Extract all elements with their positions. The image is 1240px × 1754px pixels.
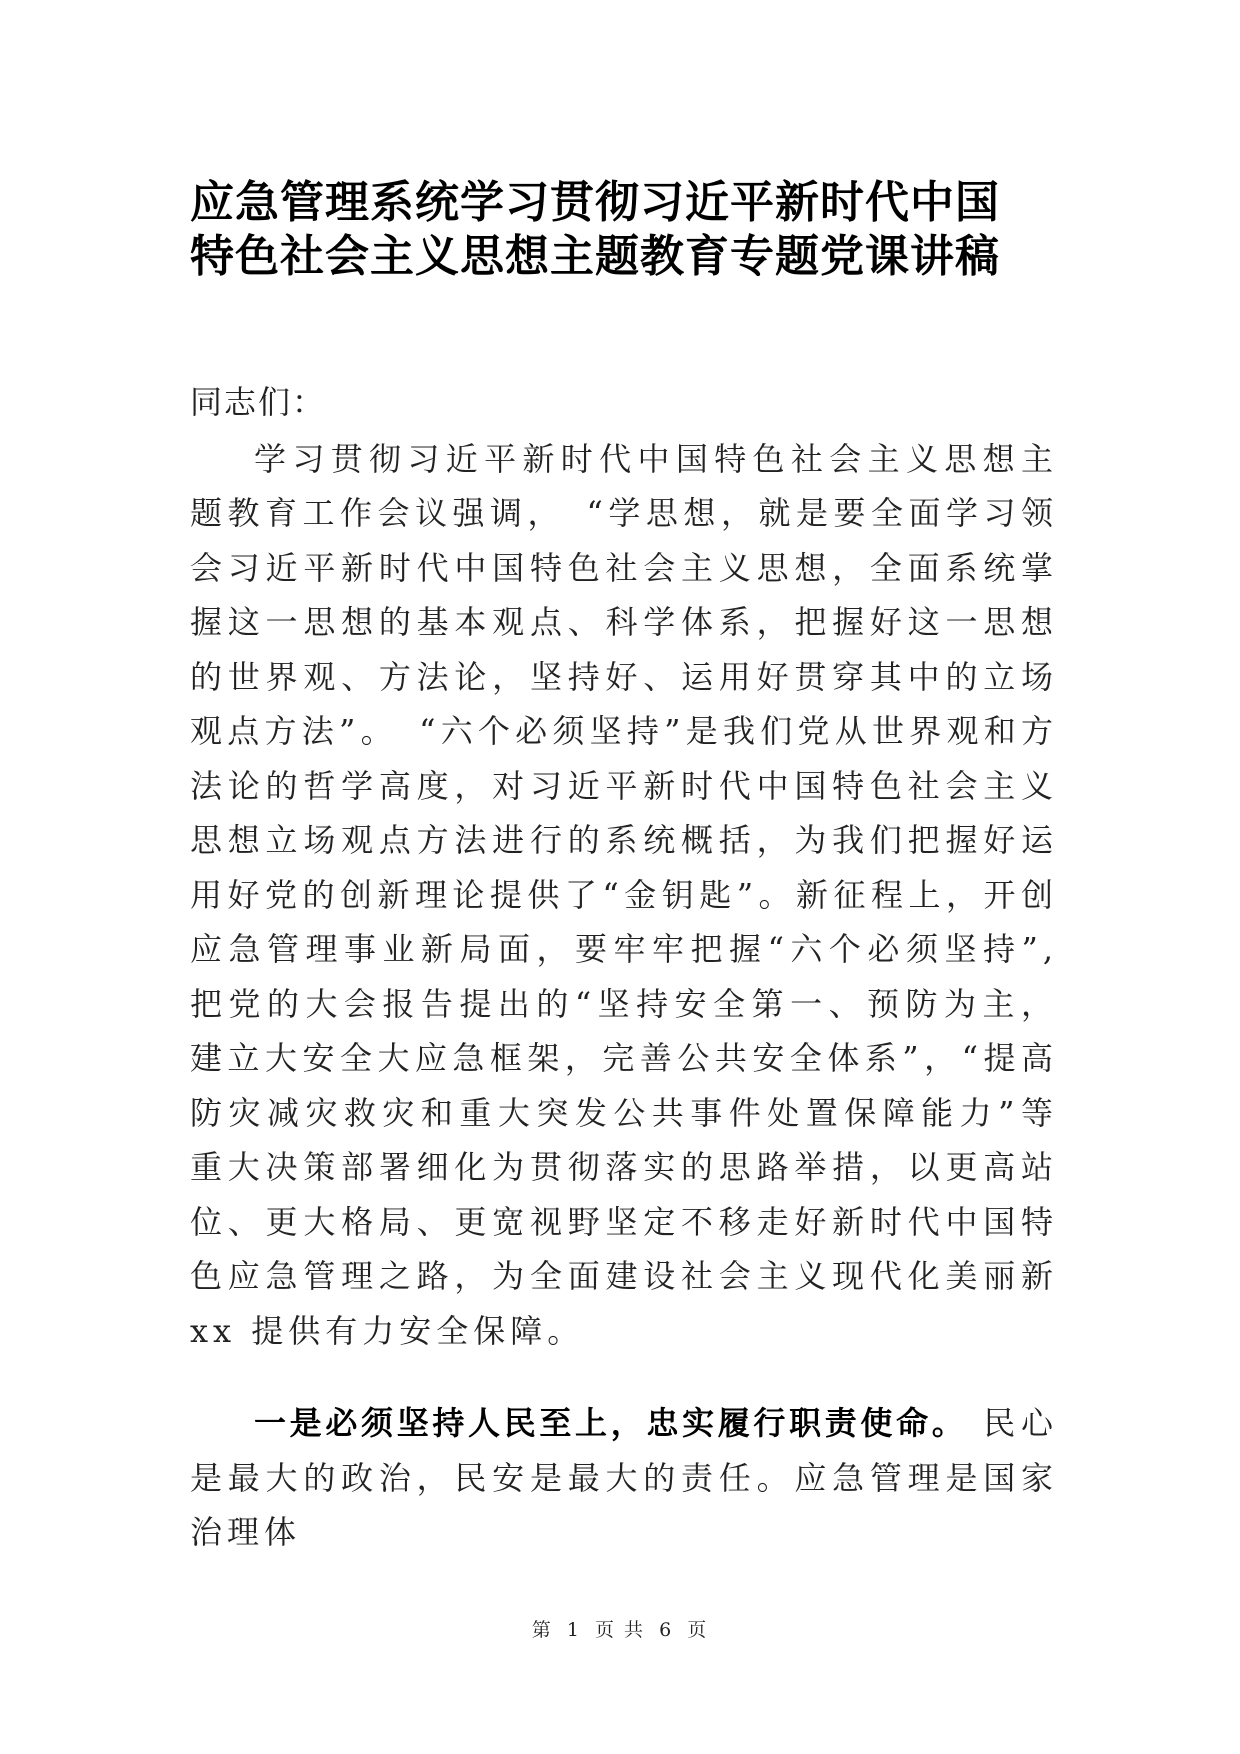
body-paragraph-2: [190, 1396, 1058, 1560]
footer-total-pages: 6: [659, 1619, 674, 1641]
document-body: [190, 375, 1058, 1560]
footer-middle: 页 共: [594, 1619, 646, 1641]
page-footer: [0, 1615, 1240, 1642]
paragraph-2-text: 民心是最大的政治，民安是最大的责任。应急管理是国家治理体: [190, 1404, 1058, 1551]
footer-suffix: 页: [687, 1619, 709, 1641]
footer-prefix: 第: [531, 1619, 553, 1641]
body-paragraph-1: 学习贯彻习近平新时代中国特色社会主义思想主题教育工作会议强调， “学思想，就是要全面学习领会习近平新时代中国特色社会主义思想，全面系统掌握这一思想的基本观点、科学体系，把握好这一思想的世界观、方法论，坚持好、运用好贯穿其中的立场观点方法”。 “六个必须坚持”是我们党从世界观和方法论的哲学高度，对习近平新时代中国特色社会主义思想立场观点方法进行的系统概括，为我们把握好运用好党的创新理论提供了“金钥匙”。新征程上，开创应急管理事业新局面，要牢牢把握“六个必须坚持”,把党的大会报告提出的“坚持安全第一、预防为主，建立大安全大应急框架，完善公共安全体系”，“提高防灾减灾救灾和重大突发公共事件处置保障能力”等重大决策部署细化为贯彻落实的思路举措，以更高站位、更大格局、更宽视野坚定不移走好新时代中国特色应急管理之路，为全面建设社会主义现代化美丽新 xx 提供有力安全保障。: [190, 439, 1058, 1350]
document-title: [190, 176, 1070, 284]
paragraph-2-heading: 一是必须坚持人民至上，忠实履行职责使命。: [254, 1404, 968, 1442]
footer-page-number: 1: [566, 1619, 581, 1641]
title-line-1: 应急管理系统学习贯彻习近平新时代中国: [190, 177, 1000, 228]
salutation: 同志们：: [190, 383, 327, 421]
title-line-2: 特色社会主义思想主题教育专题党课讲稿: [190, 231, 1000, 282]
